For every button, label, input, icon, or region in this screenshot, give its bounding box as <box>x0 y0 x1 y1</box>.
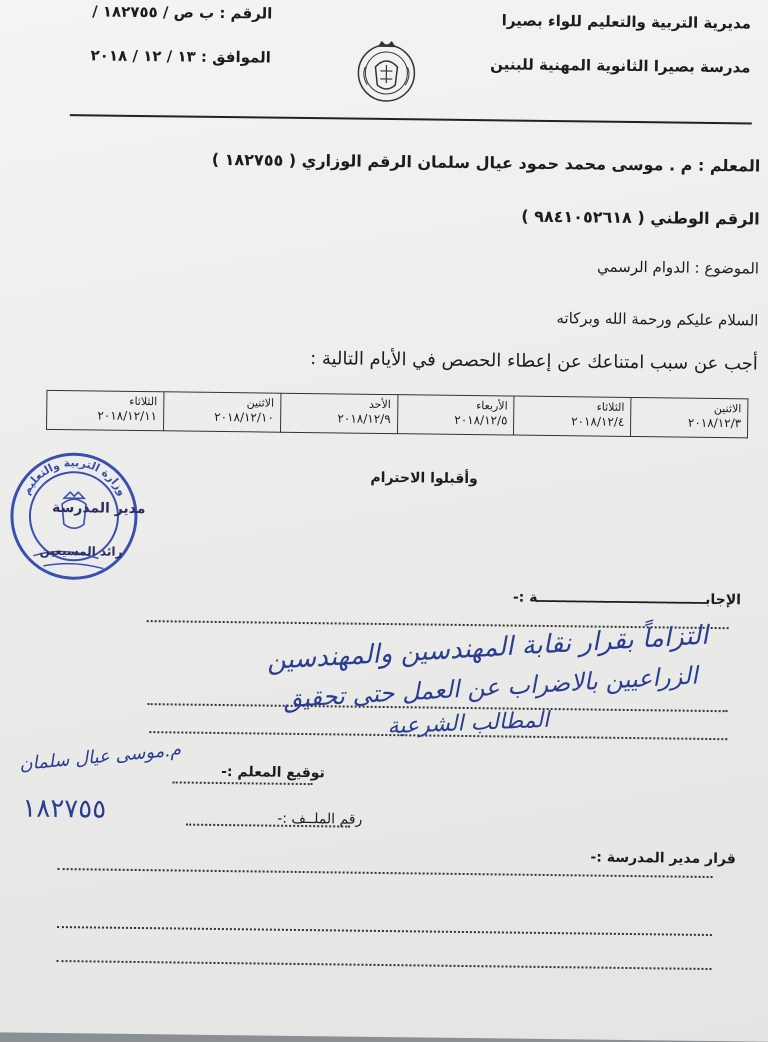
decision-label: قرار مدير المدرسة :- <box>590 849 736 868</box>
question-line: أجب عن سبب امتناعك عن إعطاء الحصص في الأيام التالية : <box>310 348 758 375</box>
day-date: ٢٠١٨/١٢/٤ <box>571 414 625 429</box>
day-name: الثلاثاء <box>596 400 625 414</box>
date-label: الموافق : <box>200 47 271 67</box>
school-name: مدرسة بصيرا الثانوية المهنية للبنين <box>490 55 751 77</box>
day-name: الاثنين <box>246 396 275 410</box>
ministry-emblem-icon <box>355 37 418 106</box>
national-id-line: الرقم الوطني ( ٩٨٤١٠٥٢٦١٨ ) <box>521 206 760 229</box>
day-date: ٢٠١٨/١٢/١٠ <box>214 409 274 425</box>
table-cell <box>397 395 514 435</box>
day-date: ٢٠١٨/١٢/٣ <box>687 415 742 431</box>
handwritten-answer-1: التزاماً بقرار نقابة المهندسين والمهندسين <box>265 620 709 676</box>
day-name: الأحد <box>368 397 391 412</box>
table-cell <box>514 396 631 436</box>
file-number-value: ١٨٢٧٥٥ <box>22 793 107 825</box>
teacher-line: المعلم : م . موسى محمد حمود عيال سلمان الرقم الوزاري ( ١٨٢٧٥٥ ) <box>211 149 761 176</box>
subject-line: الموضوع : الدوام الرسمي <box>596 257 760 278</box>
absence-days-table <box>46 390 748 439</box>
reference-number <box>92 2 272 22</box>
day-date: ٢٠١٨/١٢/٥ <box>454 412 508 428</box>
header-divider <box>70 114 752 124</box>
answer-line-2 <box>148 703 728 712</box>
signature-label: توقيع المعلم :- <box>221 764 325 782</box>
signature-value: م.موسى عيال سلمان <box>18 739 182 775</box>
handwritten-answer-2: الزراعيين بالاضراب عن العمل حتى تحقيق <box>282 661 699 714</box>
table-cell <box>280 393 397 433</box>
closing-line: وأقبلوا الاحترام <box>370 469 478 488</box>
decision-line-1 <box>58 868 713 878</box>
table-row <box>47 390 748 438</box>
decision-line-3 <box>57 960 712 970</box>
day-name: الثلاثاء <box>129 394 158 409</box>
decision-line-2 <box>57 926 712 936</box>
file-number-label: رقم الملــف :- <box>277 810 363 828</box>
reference-label: الرقم : <box>219 3 273 23</box>
signature-line <box>173 781 313 785</box>
stamp-name: رائد المسيعين <box>39 543 123 559</box>
table-cell <box>631 397 748 437</box>
document-date <box>90 46 271 66</box>
day-date: ٢٠١٨/١٢/١١ <box>97 408 158 424</box>
svg-text:وزارة التربية والتعليم <box>20 455 130 498</box>
day-name: الأربعاء <box>476 399 508 413</box>
greeting-line: السلام عليكم ورحمة الله وبركاته <box>556 309 759 330</box>
directorate-name: مديرية التربية والتعليم للواء بصيرا <box>501 11 752 33</box>
day-name: الاثنين <box>713 402 742 416</box>
answer-label: الإجابـــــــــــــــــــــــــــــــــــة :- <box>512 589 742 609</box>
handwritten-answer-3: المطالب الشرعية <box>387 707 550 740</box>
stamp-ministry-text: وزارة التربية والتعليم <box>19 456 129 498</box>
day-date: ٢٠١٨/١٢/٩ <box>337 411 391 427</box>
table-cell <box>163 392 280 432</box>
date-value: ١٣ / ١٢ / ٢٠١٨ <box>90 46 196 66</box>
reference-value: ب ص / ١٨٢٧٥٥ / <box>92 2 215 22</box>
stamp-title: مدير المدرسة <box>51 499 146 518</box>
table-cell <box>47 390 164 430</box>
